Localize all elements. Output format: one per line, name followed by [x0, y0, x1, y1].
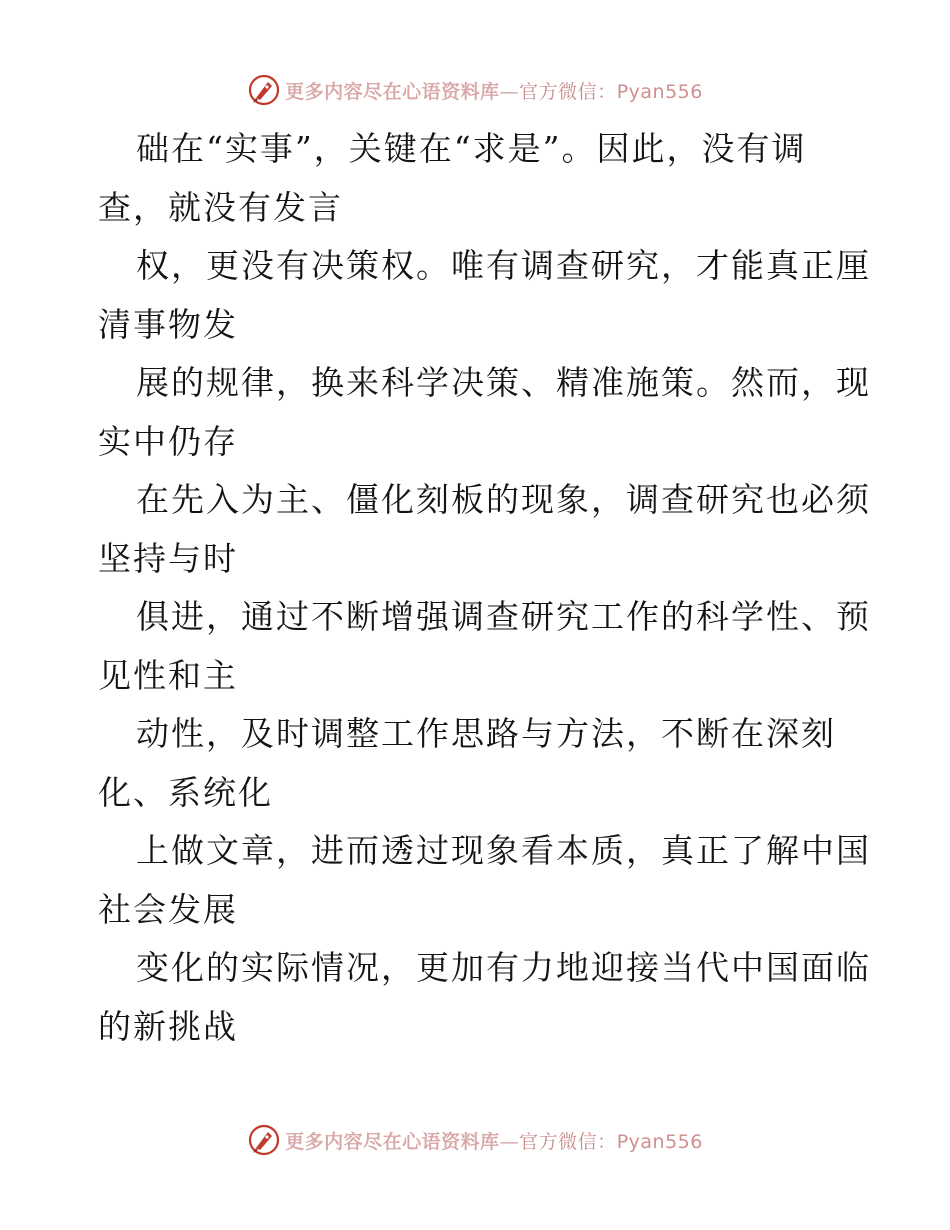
footer-banner-main: 更多内容尽在心语资料库 — [285, 1130, 500, 1153]
footer-banner-handle: Pyan556 — [616, 1130, 703, 1153]
pen-nib-logo-icon — [247, 1123, 281, 1157]
header-banner-text — [285, 77, 703, 104]
header-banner — [0, 70, 950, 110]
text-line: 展的规律，换来科学决策、精准施策。然而，现 — [136, 363, 871, 402]
document-body — [98, 120, 871, 1056]
text-line: 查，就没有发言 — [98, 187, 343, 227]
header-banner-handle: Pyan556 — [616, 80, 703, 103]
text-line: 化、系统化 — [98, 772, 273, 812]
footer-banner — [0, 1120, 950, 1160]
text-line: 实中仍存 — [98, 421, 238, 461]
footer-banner-separator: — — [499, 1130, 520, 1153]
header-banner-main: 更多内容尽在心语资料库 — [285, 80, 500, 103]
text-line: 在先入为主、僵化刻板的现象，调查研究也必须 — [136, 480, 871, 519]
text-line: 社会发展 — [98, 889, 238, 929]
text-line: 见性和主 — [98, 655, 238, 695]
text-line: 权，更没有决策权。唯有调查研究，才能真正厘 — [136, 246, 871, 285]
pen-nib-logo-icon — [247, 73, 281, 107]
text-line: 变化的实际情况，更加有力地迎接当代中国面临 — [136, 948, 871, 987]
text-line: 础在“实事”，关键在“求是”。因此，没有调 — [136, 129, 807, 168]
text-line: 上做文章，进而透过现象看本质，真正了解中国 — [136, 831, 871, 870]
text-line: 坚持与时 — [98, 538, 238, 578]
text-line: 的新挑战 — [98, 1006, 238, 1046]
header-banner-separator: — — [499, 80, 520, 103]
footer-banner-text — [285, 1127, 703, 1154]
text-line: 俱进，通过不断增强调查研究工作的科学性、预 — [136, 597, 871, 636]
text-line: 清事物发 — [98, 304, 238, 344]
text-line: 动性，及时调整工作思路与方法，不断在深刻 — [136, 714, 836, 753]
footer-banner-contact-label: 官方微信： — [519, 1130, 617, 1153]
header-banner-contact-label: 官方微信： — [519, 80, 617, 103]
